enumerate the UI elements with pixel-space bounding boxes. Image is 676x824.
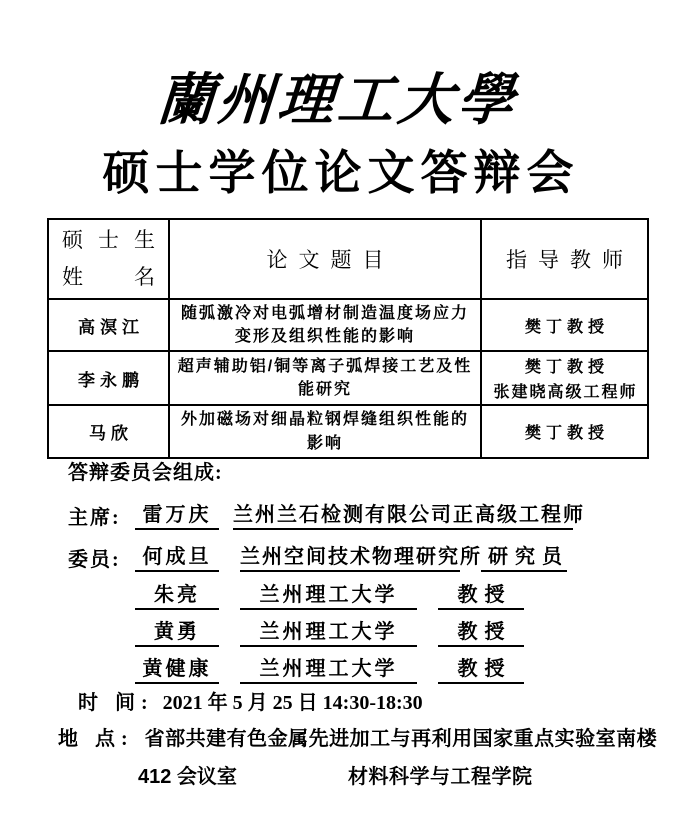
member-title: 教授	[438, 578, 524, 610]
header-cell-advisor: 指导教师	[481, 219, 648, 299]
header-cell-student-name	[48, 219, 169, 299]
committee-member-row	[68, 652, 524, 678]
committee-member-row	[68, 615, 524, 641]
page-title: 硕士学位论文答辩会	[102, 148, 580, 200]
member-name: 黄勇	[135, 615, 219, 647]
chair-name: 雷万庆	[135, 498, 219, 530]
member-affiliation: 兰州理工大学	[240, 652, 417, 684]
time-row	[78, 686, 423, 715]
committee-chair-row	[68, 498, 585, 529]
member-name: 黄健康	[135, 652, 219, 684]
advisor-name: 张建晓高级工程师	[493, 384, 638, 402]
committee-member-row	[68, 578, 524, 604]
header-student-line1: 硕士生	[62, 228, 155, 253]
advisor-name: 樊丁教授	[481, 405, 648, 457]
member-label: 委员:	[68, 549, 121, 571]
advisor-name: 樊丁教授	[481, 299, 648, 351]
table-row	[48, 351, 648, 405]
committee-member-row	[68, 540, 569, 571]
member-name: 何成旦	[135, 540, 219, 572]
location-value: 省部共建有色金属先进加工与再利用国家重点实验室南楼	[144, 728, 658, 750]
chair-label: 主席:	[68, 507, 121, 529]
time-value: 2021 年 5 月 25 日 14:30-18:30	[162, 692, 423, 714]
committee-heading: 答辩委员会组成:	[68, 462, 223, 484]
defense-table	[47, 218, 649, 459]
table-row	[48, 299, 648, 351]
location-room: 412 会议室	[138, 766, 237, 788]
location-row	[58, 722, 657, 751]
table-header-row	[48, 219, 648, 299]
advisor-name: 樊丁教授	[524, 359, 609, 377]
member-title: 教授	[438, 652, 524, 684]
student-name: 马欣	[48, 405, 169, 457]
student-name: 高溟江	[48, 299, 169, 351]
thesis-title: 外加磁场对细晶粒钢焊缝组织性能的影响	[169, 405, 481, 457]
member-name: 朱亮	[135, 578, 219, 610]
location-label: 地 点:	[58, 728, 134, 750]
time-label: 时 间:	[78, 692, 154, 714]
table-row	[48, 405, 648, 457]
header-cell-thesis-title: 论文题目	[169, 219, 481, 299]
thesis-title: 随弧激冷对电弧增材制造温度场应力变形及组织性能的影响	[169, 299, 481, 351]
member-affiliation: 兰州空间技术物理研究所	[240, 540, 460, 572]
advisor-names	[481, 351, 648, 405]
member-title: 教授	[438, 615, 524, 647]
member-title: 研究员	[481, 540, 567, 572]
thesis-title: 超声辅助铝/铜等离子弧焊接工艺及性能研究	[169, 351, 481, 405]
member-affiliation: 兰州理工大学	[240, 578, 417, 610]
organizer-name: 材料科学与工程学院	[348, 766, 533, 788]
header-student-line2: 姓名	[62, 265, 155, 289]
student-name: 李永鹏	[48, 351, 169, 405]
chair-affiliation-title: 兰州兰石检测有限公司正高级工程师	[233, 498, 573, 530]
member-affiliation: 兰州理工大学	[240, 615, 417, 647]
university-logo-calligraphy: 蘭州理工大學	[155, 70, 520, 132]
